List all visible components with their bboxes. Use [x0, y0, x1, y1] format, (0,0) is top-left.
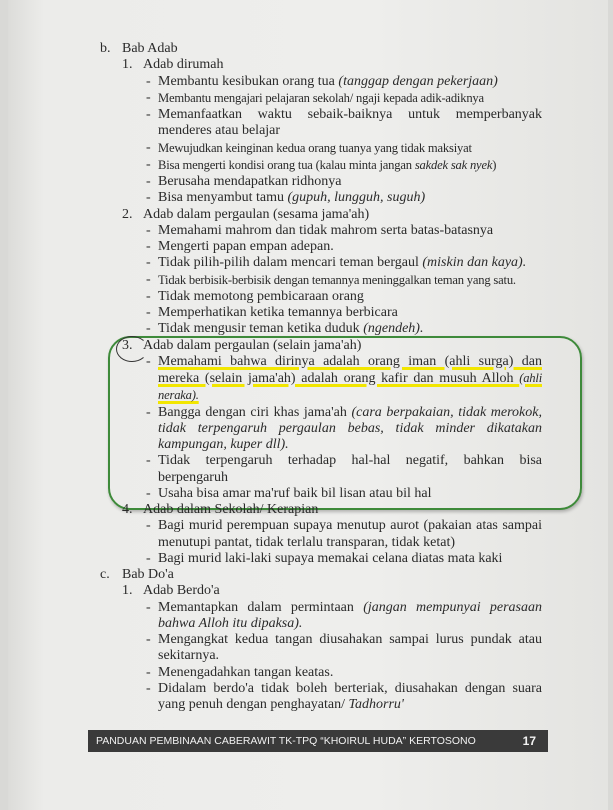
bullet-dash: - — [146, 139, 151, 155]
section-title: Bab Adab — [122, 41, 178, 56]
item-text: Tidak berbisik-berbisik dengan temannya meninggalkan teman yang satu. — [158, 272, 516, 287]
list-item — [0, 90, 542, 107]
item-text: Memantapkan dalam permintaan — [158, 599, 364, 615]
section-label: b. — [100, 41, 111, 56]
list-item — [0, 600, 542, 633]
bullet-dash: - — [146, 353, 151, 369]
bullet-dash: - — [146, 255, 151, 271]
item-text: Bagi murid laki-laki supaya memakai celana diatas mata kaki — [158, 550, 503, 566]
item-text: Memahami mahrom dan tidak mahrom serta batas-batasnya — [158, 222, 494, 238]
subsection-title: Adab dirumah — [143, 57, 224, 73]
item-text: Tidak terpengaruh terhadap hal-hal negatif, bahkan bisa berpengaruh — [158, 453, 542, 485]
item-italic: (cara berpakaian, tidak merokok, tidak terpengaruh pergaulan bebas, tidak minder dikatakan kampungan, kuper dll). — [158, 404, 542, 452]
item-text: Bisa mengerti kondisi orang tua (kalau minta jangan — [158, 157, 415, 172]
item-italic: Tadhorru' — [348, 697, 404, 712]
item-text: Berusaha mendapatkan ridhonya — [158, 174, 342, 189]
bullet-dash: - — [146, 321, 151, 337]
bullet-dash: - — [146, 305, 151, 320]
subsection-heading — [0, 338, 613, 354]
subsection-heading — [0, 502, 613, 518]
subsection-label: 3. — [122, 337, 133, 353]
bullet-dash: - — [146, 680, 151, 696]
subsection-title: Adab dalam pergaulan (selain jama'ah) — [143, 337, 362, 353]
list-item — [0, 518, 542, 551]
item-text: Mengerti papan empan adepan. — [158, 239, 334, 254]
item-italic: (gupuh, lungguh, suguh) — [287, 190, 426, 206]
list-item — [0, 453, 542, 486]
bullet-dash: - — [146, 518, 151, 534]
item-italic: (jangan mempunyai perasaan bahwa Alloh itu dipaksa). — [158, 599, 543, 631]
bullet-dash: - — [146, 485, 151, 501]
subsection-label: 2. — [122, 206, 133, 222]
bullet-dash: - — [146, 288, 151, 304]
item-text: Mengangkat kedua tangan diusahakan sampai lurus pundak atau sekitarnya. — [158, 632, 542, 664]
list-item — [0, 289, 542, 305]
item-text: Memperhatikan ketika temannya berbicara — [158, 305, 398, 320]
list-item — [0, 223, 542, 239]
list-item — [0, 486, 542, 502]
subsection-label: 1. — [122, 57, 133, 73]
list-item — [0, 681, 542, 714]
bullet-dash: - — [146, 156, 151, 172]
bullet-dash: - — [146, 632, 151, 647]
item-text: Bagi murid perempuan supaya menutup aurot (pakaian atas sampai menutupi pantat, tidak terlalu transparan, tidak ketat) — [158, 518, 542, 550]
list-item — [0, 157, 542, 174]
bullet-dash: - — [146, 453, 151, 469]
item-text: Memahami bahwa dirinya adalah orang iman (ahli surga) dan mereka (selain jama'ah) adalah orang kafir dan musuh Alloh — [158, 353, 542, 386]
item-italic: sakdek sak nyek — [414, 157, 493, 172]
subsection-title: Adab dalam Sekolah/ Kerapian — [143, 502, 319, 517]
subsection-title: Adab Berdo'a — [143, 583, 220, 599]
bullet-dash: - — [146, 107, 151, 122]
item-text: Mewujudkan keinginan kedua orang tuanya yang tidak maksiyat — [158, 140, 472, 155]
bullet-dash: - — [146, 404, 151, 420]
bullet-dash: - — [146, 239, 151, 254]
subsection-label: 4. — [122, 502, 133, 517]
bullet-dash: - — [146, 550, 151, 566]
bullet-dash: - — [146, 190, 151, 206]
item-text: Tidak memotong pembicaraan orang — [158, 288, 364, 304]
item-text: Bangga dengan ciri khas jama'ah — [158, 404, 352, 420]
footer-title: PANDUAN PEMBINAAN CABERAWIT TK-TPQ “KHOIRUL HUDA” KERTOSONO — [96, 735, 476, 747]
list-item — [0, 305, 542, 321]
item-italic: (miskin dan kaya). — [422, 255, 527, 271]
item-text: Tidak mengusir teman ketika duduk — [158, 321, 364, 337]
list-item — [0, 354, 542, 405]
page-footer — [88, 730, 548, 752]
section-heading — [0, 41, 613, 57]
bullet-dash: - — [146, 174, 151, 189]
item-text: Membantu mengajari pelajaran sekolah/ ngaji kepada adik-adiknya — [158, 90, 484, 105]
item-text: Tidak pilih-pilih dalam mencari teman bergaul — [158, 255, 423, 271]
bullet-dash: - — [146, 271, 151, 287]
item-text: Membantu kesibukan orang tua — [158, 73, 339, 89]
list-item — [0, 140, 542, 157]
list-item — [0, 255, 542, 271]
item-italic: (ahli neraka). — [158, 371, 542, 403]
item-text: Didalam berdo'a tidak boleh berteriak, diusahakan dengan suara yang penuh dengan penghayatan/ — [158, 680, 542, 712]
bullet-dash: - — [146, 664, 151, 680]
subsection-heading — [0, 57, 613, 73]
bullet-dash: - — [146, 222, 151, 238]
page-number: 17 — [522, 734, 536, 748]
list-item — [0, 174, 542, 190]
bullet-dash: - — [146, 73, 151, 89]
section-title: Bab Do'a — [122, 567, 174, 582]
list-item — [0, 190, 542, 206]
subsection-title: Adab dalam pergaulan (sesama jama'ah) — [143, 206, 370, 222]
item-italic: (tanggap dengan pekerjaan) — [338, 73, 498, 89]
list-item — [0, 321, 542, 337]
list-item — [0, 551, 542, 567]
item-text: Menengadahkan tangan keatas. — [158, 664, 334, 680]
item-text: Usaha bisa amar ma'ruf baik bil lisan atau bil hal — [158, 485, 432, 501]
list-item — [0, 272, 542, 289]
list-item — [0, 405, 542, 454]
item-text: Bisa menyambut tamu — [158, 190, 288, 206]
subsection-heading — [0, 207, 613, 223]
item-text: Memanfaatkan waktu sebaik-baiknya untuk memperbanyak menderes atau belajar — [158, 107, 542, 139]
item-italic: (ngendeh). — [363, 321, 424, 337]
section-heading — [0, 567, 613, 583]
list-item — [0, 239, 542, 255]
subsection-label: 1. — [122, 583, 133, 599]
list-item — [0, 632, 542, 665]
list-item — [0, 74, 542, 90]
bullet-dash: - — [146, 599, 151, 615]
list-item — [0, 107, 542, 140]
document-body — [0, 41, 613, 713]
subsection-heading — [0, 583, 613, 599]
section-label: c. — [100, 567, 110, 582]
list-item — [0, 665, 542, 681]
item-tail: ) — [492, 157, 497, 172]
bullet-dash: - — [146, 89, 151, 105]
